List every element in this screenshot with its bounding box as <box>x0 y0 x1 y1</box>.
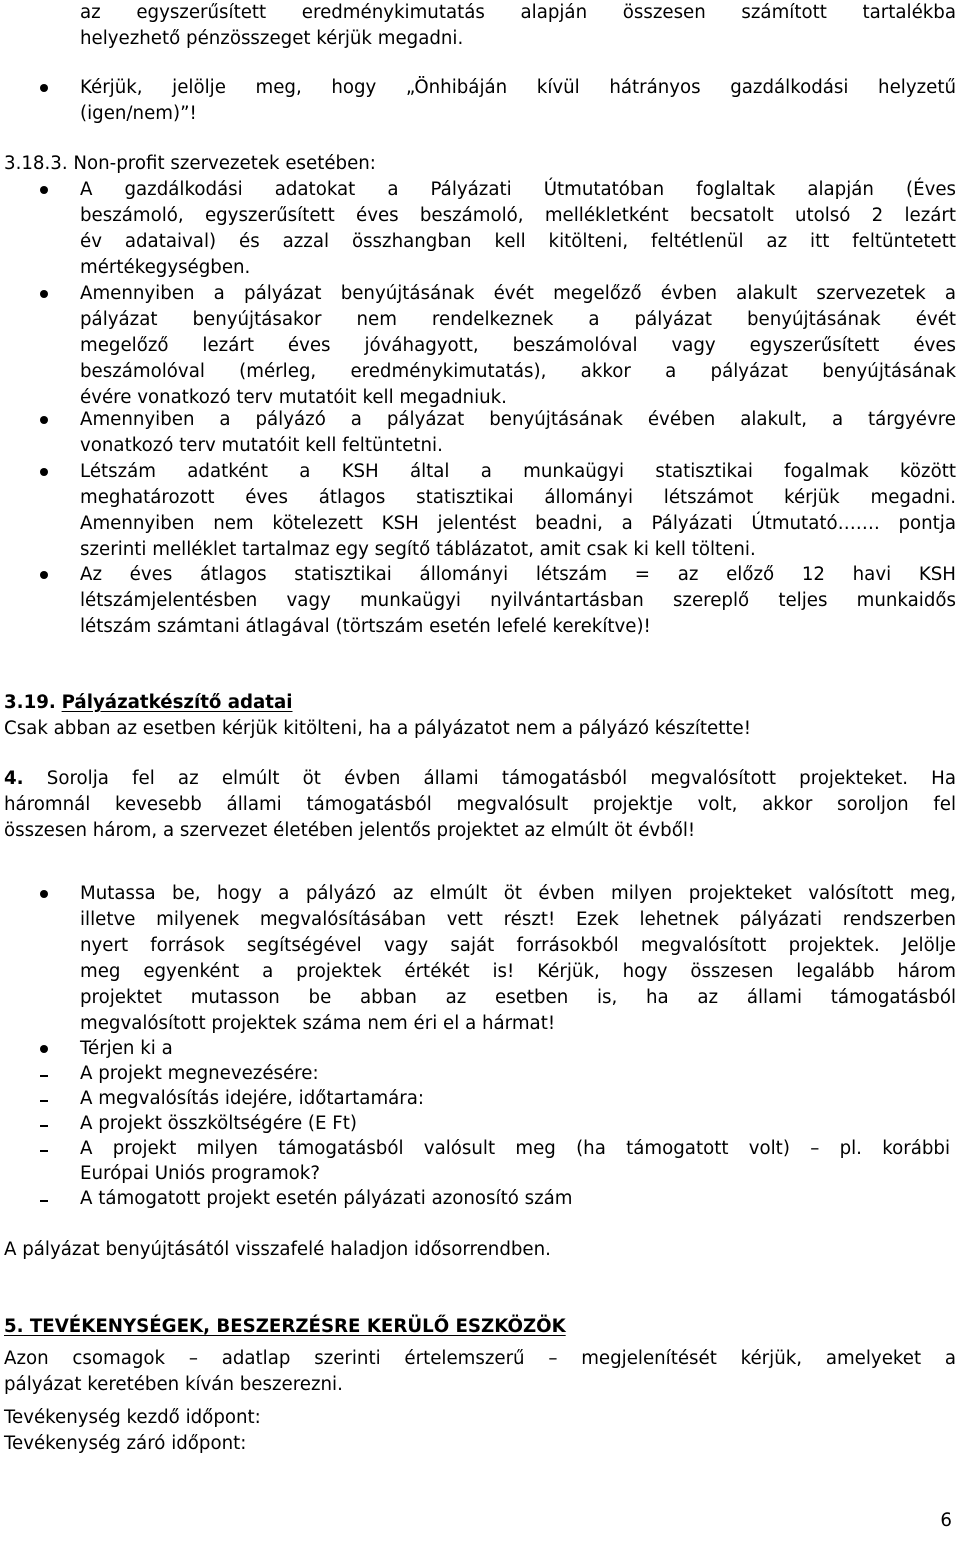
b4-line-2: meghatározott éves átlagos statisztikai állományi létszámot kérjük megadni. <box>80 487 956 508</box>
b4-line-3: Amennyiben nem kötelezett KSH jelentést beadni, a Pályázati Útmutató……. pontja <box>80 513 956 534</box>
s4-b2: Térjen ki a <box>80 1038 173 1059</box>
b5-line-2: létszámjelentésben vagy munkaügyi nyilvántartásban szereplő teljes munkaidős <box>80 590 956 611</box>
dash-item-2: A megvalósítás idejére, időtartamára: <box>80 1088 425 1109</box>
section-4-closing: A pályázat benyújtásától visszafelé haladjon idősorrendben. <box>4 1239 551 1260</box>
bullet-icon <box>40 571 48 579</box>
b3-line-2: vonatkozó terv mutatóit kell feltüntetni. <box>80 435 443 456</box>
page-number: 6 <box>940 1510 952 1531</box>
section-title: Pályázatkészítő adatai <box>61 692 293 713</box>
section-3-18-3-heading: 3.18.3. Non-profit szervezetek esetében: <box>4 153 376 174</box>
bullet-icon <box>40 1045 48 1053</box>
section-3-19-heading <box>4 690 293 716</box>
bullet-icon <box>40 84 48 92</box>
dash-icon <box>40 1100 48 1102</box>
b3-line-1: Amennyiben a pályázó a pályázat benyújtásának évében alakult, a tárgyévre <box>80 409 956 430</box>
b4-line-4: szerinti melléklet tartalmaz egy segítő táblázatot, amit csak ki kell tölteni. <box>80 539 756 560</box>
s4-b1-line-2: illetve milyenek megvalósításában vett részt! Ezek lehetnek pályázati rendszerben <box>80 909 956 930</box>
intro-line-2: helyezhető pénzösszeget kérjük megadni. <box>80 28 464 49</box>
section-5-line-2: pályázat keretében kíván beszerezni. <box>4 1374 343 1395</box>
s4-b1-line-1: Mutassa be, hogy a pályázó az elmúlt öt évben milyen projekteket valósított meg, <box>80 883 956 904</box>
b2-line-1: Amennyiben a pályázat benyújtásának évét megelőző évben alakult szervezetek a <box>80 283 956 304</box>
dash-item-4-cont: Európai Uniós programok? <box>80 1163 320 1184</box>
dash-icon <box>40 1150 48 1152</box>
dash-item-4: A projekt milyen támogatásból valósult meg (ha támogatott volt) – pl. korábbi <box>80 1138 950 1159</box>
dash-icon <box>40 1125 48 1127</box>
s4-b1-line-4: meg egyenként a projektek értékét is! Kérjük, hogy összesen legalább három <box>80 961 956 982</box>
b1-line-4: mértékegységben. <box>80 257 251 278</box>
section-number: 4. <box>4 768 24 789</box>
bullet-icon <box>40 186 48 194</box>
b5-line-1: Az éves átlagos statisztikai állományi létszám = az előző 12 havi KSH <box>80 564 956 585</box>
bullet-icon <box>40 290 48 298</box>
b1-line-3: év adataival) és azzal összhangban kell kitölteni, feltétlenül az itt feltüntetett <box>80 231 956 252</box>
section-4-line-1 <box>4 766 956 792</box>
section-4-line-3: összesen három, a szervezet életében jelentős projektet az elmúlt öt évből! <box>4 820 696 841</box>
bullet-icon <box>40 416 48 424</box>
own-fault-line-2: (igen/nem)”! <box>80 103 197 124</box>
section-5-heading <box>4 1314 566 1340</box>
section-4-text: Sorolja fel az elmúlt öt évben állami támogatásból megvalósított projekteket. Ha <box>46 768 956 789</box>
s4-b1-line-6: megvalósított projektek száma nem éri el a hármat! <box>80 1013 556 1034</box>
b4-line-1: Létszám adatként a KSH által a munkaügyi statisztikai fogalmak között <box>80 461 956 482</box>
section-number: 3.19. <box>4 692 56 713</box>
dash-item-5: A támogatott projekt esetén pályázati azonosító szám <box>80 1188 573 1209</box>
bullet-icon <box>40 890 48 898</box>
b2-line-3: megelőző lezárt éves jóváhagyott, beszámolóval vagy egyszerűsített éves <box>80 335 956 356</box>
section-5-line-1: Azon csomagok – adatlap szerinti értelemszerű – megjelenítését kérjük, amelyeket a <box>4 1348 956 1369</box>
bullet-icon <box>40 468 48 476</box>
b2-line-4: beszámolóval (mérleg, eredménykimutatás), akkor a pályázat benyújtásának <box>80 361 956 382</box>
b1-line-2: beszámoló, egyszerűsített éves beszámoló, mellékletként becsatolt utolsó 2 lezárt <box>80 205 956 226</box>
own-fault-line-1: Kérjük, jelölje meg, hogy „Önhibáján kívül hátrányos gazdálkodási helyzetű <box>80 77 956 98</box>
b2-line-2: pályázat benyújtásakor nem rendelkeznek a pályázat benyújtásának évét <box>80 309 956 330</box>
section-3-19-text: Csak abban az esetben kérjük kitölteni, ha a pályázatot nem a pályázó készítette! <box>4 718 751 739</box>
section-4-line-2: háromnál kevesebb állami támogatásból megvalósult projektje volt, akkor soroljon fel <box>4 794 956 815</box>
s4-b1-line-5: projektet mutasson be abban az esetben is, ha az állami támogatásból <box>80 987 956 1008</box>
b5-line-3: létszám számtani átlagával (törtszám esetén lefelé kerekítve)! <box>80 616 651 637</box>
dash-icon <box>40 1075 48 1077</box>
intro-line-1: az egyszerűsített eredménykimutatás alapján összesen számított tartalékba <box>80 2 956 23</box>
b2-line-5: évére vonatkozó terv mutatóit kell megadniuk. <box>80 387 507 408</box>
activity-start-label: Tevékenység kezdő időpont: <box>4 1407 261 1428</box>
b1-line-1: A gazdálkodási adatokat a Pályázati Útmutatóban foglaltak alapján (Éves <box>80 179 956 200</box>
section-5-title: 5. TEVÉKENYSÉGEK, BESZERZÉSRE KERÜLŐ ESZKÖZÖK <box>4 1316 566 1337</box>
activity-end-label: Tevékenység záró időpont: <box>4 1433 247 1454</box>
dash-icon <box>40 1200 48 1202</box>
s4-b1-line-3: nyert források segítségével vagy saját forrásokból megvalósított projektek. Jelölje <box>80 935 956 956</box>
dash-item-1: A projekt megnevezésére: <box>80 1063 319 1084</box>
dash-item-3: A projekt összköltségére (E Ft) <box>80 1113 357 1134</box>
